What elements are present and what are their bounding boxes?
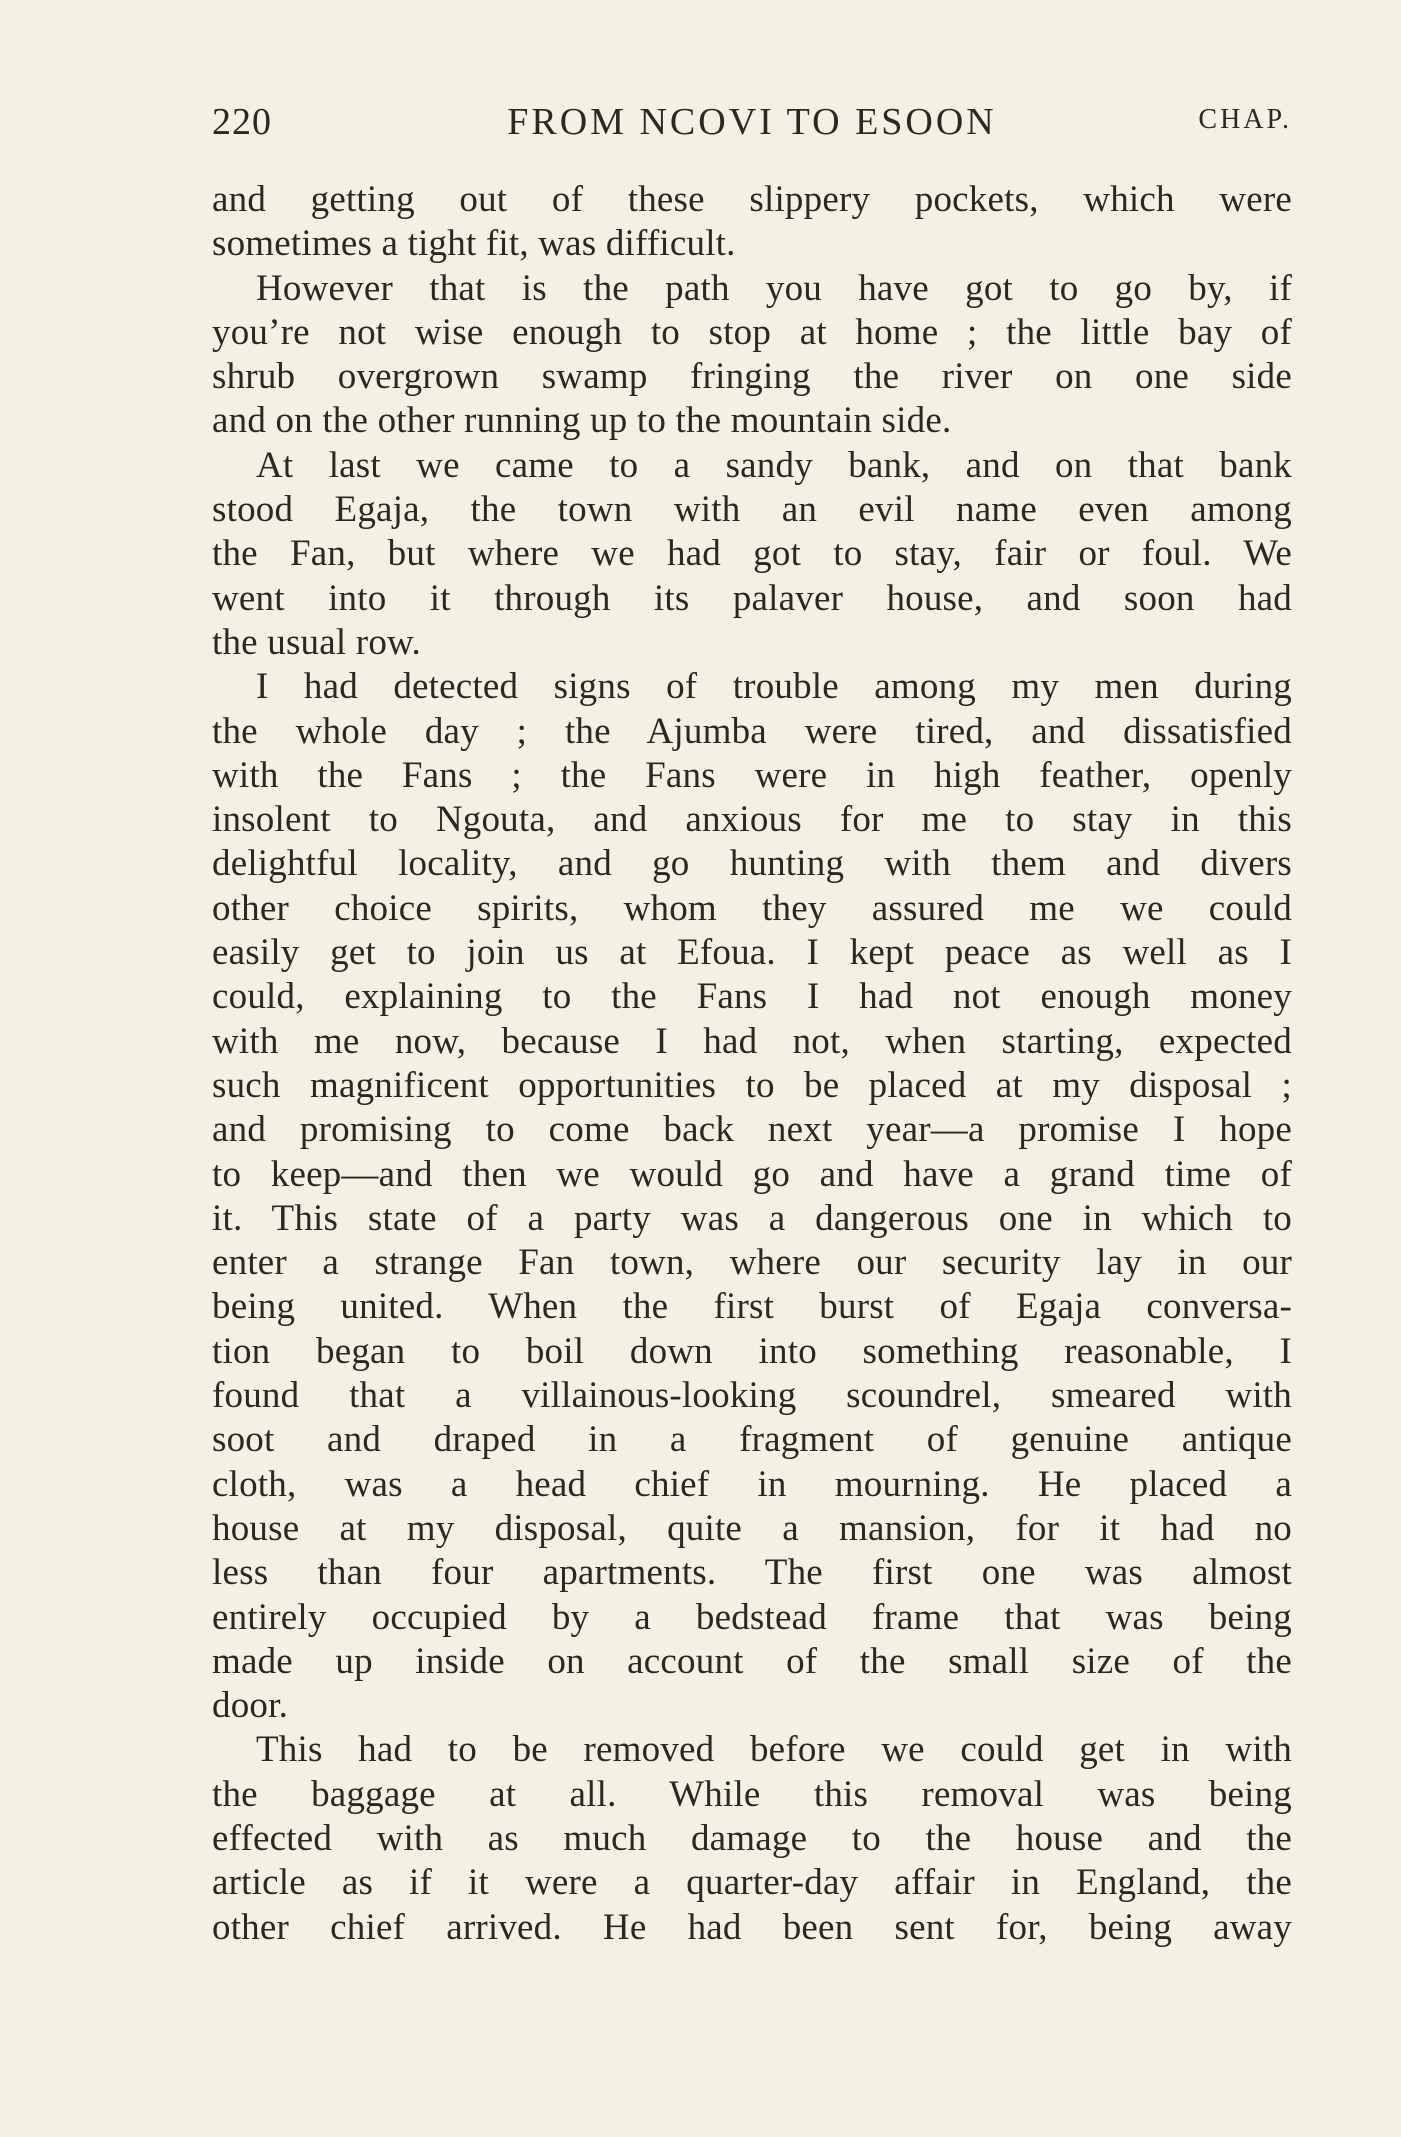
text-line: effected with as much damage to the house and the [212, 1817, 1292, 1859]
text-line: tion began to boil down into something reasonable, I [212, 1330, 1292, 1372]
text-line: shrub overgrown swamp fringing the river on one side [212, 356, 1292, 398]
text-line: could, explaining to the Fans I had not enough money [212, 976, 1292, 1018]
text-line: However that is the path you have got to go by, if [256, 267, 1292, 309]
text-line: and getting out of these slippery pockets, which were [212, 179, 1292, 220]
text-line: entirely occupied by a bedstead frame that was being [212, 1596, 1292, 1638]
text-line: article as if it were a quarter-day affair in England, the [212, 1862, 1292, 1904]
text-line: the baggage at all. While this removal was being [212, 1773, 1292, 1815]
text-line: with the Fans ; the Fans were in high feather, openly [212, 754, 1292, 796]
text-line: stood Egaja, the town with an evil name even among [212, 489, 1292, 531]
text-line: At last we came to a sandy bank, and on that bank [256, 444, 1292, 486]
text-line: made up inside on account of the small size of the [212, 1640, 1292, 1682]
chapter-marker: CHAP. [1198, 104, 1292, 135]
text-line: and on the other running up to the mountain side. [212, 400, 952, 442]
text-line: being united. When the first burst of Egaja conversa- [212, 1286, 1292, 1328]
text-line: it. This state of a party was a dangerous one in which to [212, 1197, 1292, 1239]
text-line: the Fan, but where we had got to stay, fair or foul. We [212, 533, 1292, 575]
text-line: cloth, was a head chief in mourning. He placed a [212, 1463, 1292, 1505]
page-number: 220 [212, 101, 272, 143]
text-line: door. [212, 1685, 289, 1727]
body-text [212, 178, 1292, 1950]
text-line: less than four apartments. The first one was almost [212, 1552, 1292, 1594]
text-line: you’re not wise enough to stop at home ; the little bay of [212, 311, 1292, 353]
running-header [212, 100, 1292, 150]
text-line: sometimes a tight fit, was difficult. [212, 223, 736, 265]
text-line: other choice spirits, whom they assured me we could [212, 887, 1292, 929]
text-line: enter a strange Fan town, where our security lay in our [212, 1242, 1292, 1284]
text-line: soot and draped in a fragment of genuine antique [212, 1419, 1292, 1461]
running-title: FROM NCOVI TO ESOON [507, 101, 997, 143]
text-line: found that a villainous-looking scoundrel, smeared with [212, 1375, 1292, 1417]
text-line: with me now, because I had not, when starting, expected [212, 1020, 1292, 1062]
text-line: easily get to join us at Efoua. I kept peace as well as I [212, 932, 1292, 974]
text-line: the whole day ; the Ajumba were tired, and dissatisfied [212, 710, 1292, 752]
text-line: and promising to come back next year—a promise I hope [212, 1109, 1292, 1151]
text-line: the usual row. [212, 621, 421, 663]
text-line: delightful locality, and go hunting with them and divers [212, 843, 1292, 885]
text-line: other chief arrived. He had been sent for, being away [212, 1906, 1292, 1948]
text-line: I had detected signs of trouble among my men during [256, 666, 1292, 708]
text-line: to keep—and then we would go and have a grand time of [212, 1153, 1292, 1195]
text-line: This had to be removed before we could get in with [256, 1729, 1292, 1771]
text-line: such magnificent opportunities to be placed at my disposal ; [212, 1064, 1292, 1106]
text-line: insolent to Ngouta, and anxious for me to stay in this [212, 799, 1292, 841]
text-line: went into it through its palaver house, and soon had [212, 577, 1292, 619]
text-line: house at my disposal, quite a mansion, for it had no [212, 1507, 1292, 1549]
